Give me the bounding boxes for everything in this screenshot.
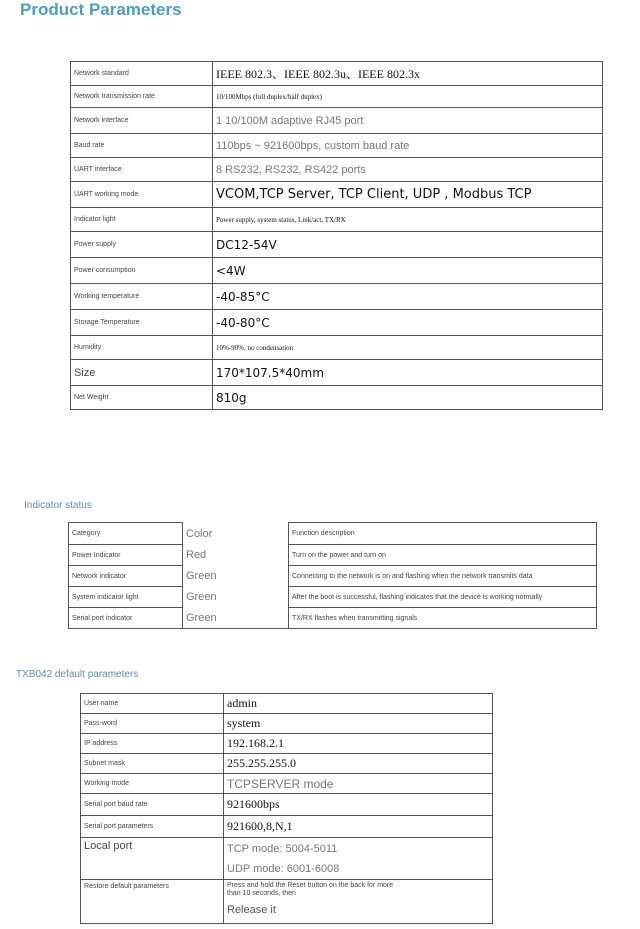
- default-value: system: [224, 714, 493, 734]
- table-row: [71, 208, 603, 232]
- table-row: [71, 386, 603, 410]
- product-parameters-title: Product Parameters: [20, 0, 182, 19]
- param-label: Humidity: [71, 336, 213, 360]
- indicator-header-function: Function description: [289, 523, 597, 545]
- default-label: Local port: [81, 838, 224, 880]
- table-row: [71, 258, 603, 284]
- default-value: 921600bps: [224, 794, 493, 816]
- table-row: [81, 774, 493, 794]
- indicator-status-table: [68, 522, 597, 629]
- indicator-color: Green: [183, 608, 289, 629]
- table-row: [81, 714, 493, 734]
- indicator-function: Turn on the power and turn on: [289, 545, 597, 566]
- default-value: 192.168.2.1: [224, 734, 493, 754]
- indicator-color: Green: [183, 566, 289, 587]
- param-label: Power supply: [71, 232, 213, 258]
- indicator-status-title: Indicator status: [24, 500, 92, 511]
- indicator-header-color: Color: [183, 523, 289, 545]
- table-row: [71, 62, 603, 86]
- indicator-color: Red: [183, 545, 289, 566]
- table-row: [81, 838, 493, 880]
- param-value: 810g: [213, 386, 603, 410]
- default-value-line: TCP mode: 5004-5011: [227, 842, 338, 855]
- default-value: TCPSERVER mode: [224, 774, 493, 794]
- table-row: [81, 880, 493, 924]
- default-value: 255.255.255.0: [224, 754, 493, 774]
- param-label: Working temperature: [71, 284, 213, 310]
- param-value: VCOM,TCP Server, TCP Client, UDP , Modbus TCP: [213, 182, 603, 208]
- indicator-category: System indicator light: [69, 587, 183, 608]
- param-value: DC12-54V: [213, 232, 603, 258]
- default-value: [224, 838, 493, 880]
- default-label: Restore default parameters: [81, 880, 224, 924]
- table-row: [69, 608, 597, 629]
- table-row: [71, 336, 603, 360]
- param-label: Network interface: [71, 108, 213, 134]
- indicator-category: Serial port indicator: [69, 608, 183, 629]
- param-label: UART interface: [71, 158, 213, 182]
- table-row: [71, 232, 603, 258]
- default-value: [224, 880, 493, 924]
- param-value: 8 RS232, RS232, RS422 ports: [213, 158, 603, 182]
- param-value: <4W: [213, 258, 603, 284]
- default-value-line: Press and hold the Reset button on the back for more than 10 seconds, then: [227, 882, 394, 897]
- table-row: [71, 86, 603, 108]
- table-row: [71, 284, 603, 310]
- param-value: 10%-90%, no condensation: [213, 336, 603, 360]
- table-row: [69, 566, 597, 587]
- param-value: 1 10/100M adaptive RJ45 port: [213, 108, 603, 134]
- table-row: [71, 360, 603, 386]
- param-label: Storage Temperature: [71, 310, 213, 336]
- table-row: [81, 734, 493, 754]
- table-row: [71, 182, 603, 208]
- param-label: Indicator light: [71, 208, 213, 232]
- default-label: Pass-word: [81, 714, 224, 734]
- param-label: Network standard: [71, 62, 213, 86]
- param-value: 10/100Mbps (full duplex/half duplex): [213, 86, 603, 108]
- default-value-line: Release it: [227, 904, 276, 916]
- default-parameters-table: [80, 693, 493, 924]
- table-row: [69, 545, 597, 566]
- table-row: [71, 108, 603, 134]
- default-label: IP address: [81, 734, 224, 754]
- default-label: User name: [81, 694, 224, 714]
- default-label: Serial port parameters: [81, 816, 224, 838]
- table-row: [81, 794, 493, 816]
- indicator-category: Network indicator: [69, 566, 183, 587]
- indicator-function: Connecting to the network is on and flashing when the network transmits data: [289, 566, 597, 587]
- default-label: Working mode: [81, 774, 224, 794]
- param-value: Power supply, system status, Link/act, TX/RX: [213, 208, 603, 232]
- indicator-header-category: Category: [69, 523, 183, 545]
- default-label: Subnet mask: [81, 754, 224, 774]
- default-label: Serial port baud rate: [81, 794, 224, 816]
- indicator-category: Power Indicator: [69, 545, 183, 566]
- table-row: [81, 754, 493, 774]
- param-value: 110bps ~ 921600bps, custom baud rate: [213, 134, 603, 158]
- param-label: Baud rate: [71, 134, 213, 158]
- indicator-function: After the boot is successful, flashing indicates that the device is working normally: [289, 587, 597, 608]
- param-label: Power consumption: [71, 258, 213, 284]
- table-row: [71, 134, 603, 158]
- table-row: [71, 310, 603, 336]
- param-value: -40-85°C: [213, 284, 603, 310]
- default-value: admin: [224, 694, 493, 714]
- table-row: [69, 587, 597, 608]
- param-label: Size: [71, 360, 213, 386]
- table-row: [81, 694, 493, 714]
- param-value: IEEE 802.3、IEEE 802.3u、IEEE 802.3x: [213, 62, 603, 86]
- default-parameters-title: TXB042 default parameters: [16, 669, 139, 680]
- param-value: -40-80°C: [213, 310, 603, 336]
- param-label: UART working mode: [71, 182, 213, 208]
- indicator-function: TX/RX flashes when transmitting signals: [289, 608, 597, 629]
- table-row: [69, 523, 597, 545]
- param-value: 170*107.5*40mm: [213, 360, 603, 386]
- product-parameters-table: [70, 61, 603, 410]
- param-label: Network transmission rate: [71, 86, 213, 108]
- param-label: Net Weight: [71, 386, 213, 410]
- indicator-color: Green: [183, 587, 289, 608]
- table-row: [71, 158, 603, 182]
- table-row: [81, 816, 493, 838]
- default-value: 921600,8,N,1: [224, 816, 493, 838]
- default-value-line: UDP mode: 6001-6008: [227, 862, 340, 875]
